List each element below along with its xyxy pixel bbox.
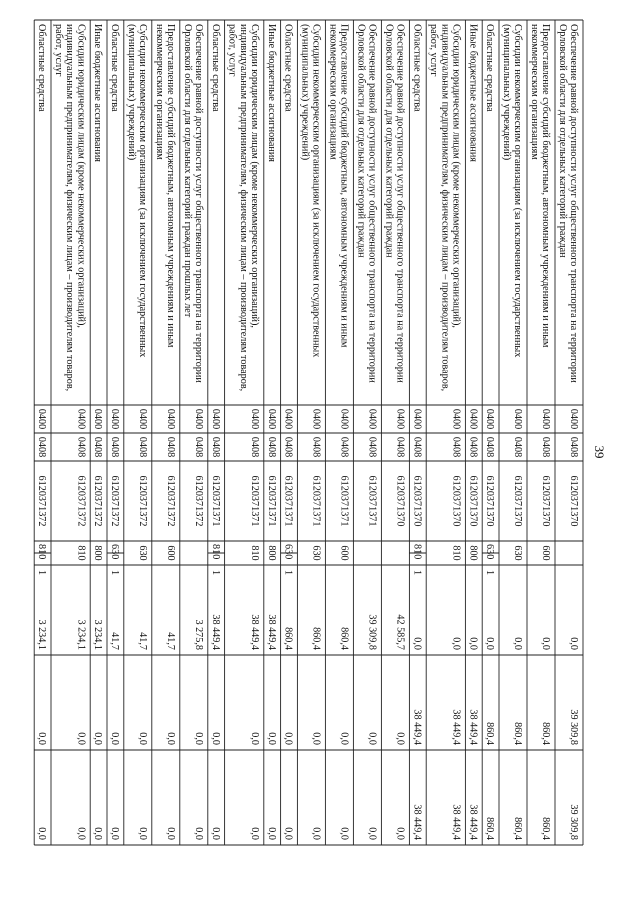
- subsection-code: 0408: [484, 436, 496, 458]
- amount-year-1: 3 234,1: [75, 619, 87, 650]
- row-name-line: Областные средства: [282, 24, 294, 112]
- amount-year-1: 41,7: [109, 632, 120, 650]
- subsection-code: 0408: [568, 436, 580, 458]
- target-code: 6120371370: [568, 475, 580, 527]
- amount-year-1: 0,0: [467, 637, 479, 650]
- section-code: 0400: [209, 408, 221, 430]
- table-row: [529, 24, 551, 840]
- amount-year-2: 860,4: [512, 722, 524, 745]
- table-row: [92, 24, 103, 840]
- row-name-line: Областные средства: [411, 24, 423, 112]
- amount-year-3: 0,0: [209, 827, 221, 840]
- subsection-code: 0408: [540, 436, 552, 458]
- row-name-line: Областные средства: [36, 24, 48, 112]
- row-name-line: некоммерческим организациям: [153, 24, 165, 160]
- row-name: [557, 24, 579, 383]
- subsection-code: 0408: [36, 436, 48, 458]
- expense-type-code: 810: [75, 545, 87, 561]
- amount-year-3: 0,0: [137, 827, 148, 840]
- row-name-line: Иные бюджетные ассигнования: [265, 24, 277, 162]
- section-code: 0400: [282, 408, 294, 430]
- source-sub-code: 1: [484, 570, 496, 576]
- amount-year-1: 0,0: [411, 637, 423, 650]
- amount-year-2: 38 449,4: [411, 709, 423, 745]
- row-name-line: Областные средства: [209, 24, 221, 112]
- row-name: [327, 24, 349, 348]
- amount-year-2: 860,4: [540, 722, 552, 745]
- section-code: 0400: [540, 408, 552, 430]
- row-name: [126, 24, 148, 357]
- row-name: [210, 24, 221, 112]
- page-number: 39: [592, 445, 608, 459]
- subsection-code: 0408: [310, 436, 322, 458]
- table-row: [227, 24, 260, 840]
- row-name-line: (муниципальных) учреждений): [501, 24, 512, 161]
- expense-type-code: 600: [338, 545, 350, 561]
- row-name: [92, 24, 103, 162]
- row-name-line: Предоставление субсидий бюджетным, автономным учреждениям и иным: [338, 24, 350, 348]
- section-code: 0400: [411, 408, 423, 430]
- table-row: [154, 24, 176, 840]
- subsection-code: 0408: [411, 436, 423, 458]
- expense-type-code: 630: [282, 544, 294, 560]
- row-name: [36, 24, 47, 112]
- row-name: [501, 24, 523, 357]
- amount-year-2: 0,0: [109, 732, 120, 745]
- expense-type-code: 800: [265, 545, 277, 561]
- amount-year-1: 860,4: [310, 627, 322, 650]
- section-code: 0400: [193, 408, 204, 430]
- expense-type-code: 630: [310, 545, 322, 561]
- target-code: 6120371372: [193, 475, 204, 527]
- row-name-line: Иные бюджетные ассигнования: [467, 24, 479, 162]
- table-row: [411, 24, 422, 840]
- amount-year-1: 38 449,4: [265, 614, 277, 650]
- amount-year-2: 0,0: [36, 732, 48, 745]
- target-code: 6120371371: [249, 475, 260, 527]
- table-row: [182, 24, 204, 840]
- amount-year-1: 41,7: [137, 632, 148, 650]
- amount-year-3: 0,0: [366, 827, 378, 840]
- row-name: [411, 24, 422, 112]
- amount-year-3: 0,0: [92, 827, 104, 840]
- table-row: [53, 24, 86, 840]
- amount-year-3: 0,0: [265, 827, 277, 840]
- amount-year-1: 41,7: [165, 632, 176, 650]
- table-row: [210, 24, 221, 840]
- amount-year-1: 3 234,1: [36, 619, 48, 650]
- section-code: 0400: [249, 408, 260, 430]
- amount-year-2: 38 449,4: [450, 709, 462, 745]
- table-row: [355, 24, 377, 840]
- row-name: [428, 24, 461, 391]
- amount-year-3: 38 449,4: [450, 804, 462, 840]
- amount-year-1: 3 275,8: [193, 619, 204, 650]
- expense-type-code: 810: [249, 545, 260, 561]
- amount-year-1: 0,0: [512, 637, 524, 650]
- subsection-code: 0408: [265, 436, 277, 458]
- table-row: [266, 24, 277, 840]
- source-sub-code: 1: [282, 570, 294, 576]
- target-code: 6120371370: [467, 475, 479, 527]
- amount-year-3: 0,0: [394, 827, 406, 840]
- amount-year-1: 3 234,1: [92, 619, 104, 650]
- source-sub-code: 1: [109, 570, 120, 576]
- amount-year-2: 0,0: [75, 732, 87, 745]
- row-name: [182, 24, 204, 383]
- subsection-code: 0408: [209, 436, 221, 458]
- amount-year-3: 0,0: [75, 827, 87, 840]
- target-code: 6120371370: [450, 475, 462, 527]
- section-code: 0400: [137, 408, 148, 430]
- table-row: [283, 24, 294, 840]
- amount-year-2: 38 449,4: [467, 709, 479, 745]
- target-code: 6120371370: [394, 475, 406, 527]
- source-sub-code: 1: [411, 570, 423, 576]
- table-row: [327, 24, 349, 840]
- section-code: 0400: [366, 408, 378, 430]
- amount-year-1: 0,0: [450, 637, 462, 650]
- subsection-code: 0408: [193, 436, 204, 458]
- row-name-line: некоммерческим организациям: [327, 24, 339, 160]
- row-name: [355, 24, 377, 383]
- amount-year-2: 0,0: [265, 732, 277, 745]
- amount-year-3: 0,0: [165, 827, 176, 840]
- expense-type-code: 800: [92, 545, 104, 561]
- amount-year-2: 0,0: [282, 732, 294, 745]
- target-code: 6120371372: [36, 475, 48, 527]
- row-name-line: Орловской области для отдельных категорий граждан прошлых лет: [181, 24, 193, 318]
- subsection-code: 0408: [75, 436, 87, 458]
- row-name-line: Субсидии юридическим лицам (кроме некоммерческих организаций),: [75, 24, 87, 328]
- section-code: 0400: [568, 408, 580, 430]
- amount-year-2: 0,0: [193, 732, 204, 745]
- row-name-line: Орловской области для отдельных категорий граждан: [557, 24, 568, 258]
- row-name-line: Обеспечение равной доступности услуг общественного транспорта на территории: [366, 24, 378, 383]
- subsection-code: 0408: [137, 436, 148, 458]
- section-code: 0400: [338, 408, 350, 430]
- subsection-code: 0408: [394, 436, 406, 458]
- amount-year-3: 38 449,4: [467, 804, 479, 840]
- row-name: [467, 24, 478, 162]
- section-code: 0400: [450, 408, 462, 430]
- section-code: 0400: [484, 408, 496, 430]
- table-row: [126, 24, 148, 840]
- row-name-line: Субсидии некоммерческим организациям (за исключением государственных: [137, 24, 148, 358]
- budget-table: [34, 20, 583, 845]
- amount-year-3: 0,0: [249, 827, 260, 840]
- row-name: [383, 24, 405, 383]
- row-name-line: Иные бюджетные ассигнования: [92, 24, 104, 162]
- section-code: 0400: [394, 408, 406, 430]
- expense-type-code: 810: [36, 544, 48, 560]
- section-code: 0400: [512, 408, 524, 430]
- section-code: 0400: [75, 408, 87, 430]
- amount-year-2: 0,0: [209, 732, 221, 745]
- amount-year-1: 0,0: [540, 637, 552, 650]
- amount-year-3: 0,0: [282, 827, 294, 840]
- subsection-code: 0408: [450, 436, 462, 458]
- target-code: 6120371370: [512, 475, 524, 527]
- amount-year-3: 860,4: [512, 817, 524, 840]
- row-name: [154, 24, 176, 348]
- subsection-code: 0408: [512, 436, 524, 458]
- amount-year-3: 860,4: [484, 817, 496, 840]
- amount-year-3: 0,0: [36, 827, 48, 840]
- row-name-line: индивидуальным предпринимателям, физическим лицам – производителям товаров,: [64, 24, 76, 392]
- row-name: [227, 24, 260, 391]
- amount-year-3: 860,4: [540, 817, 552, 840]
- target-code: 6120371371: [265, 475, 277, 527]
- target-code: 6120371370: [411, 475, 423, 527]
- target-code: 6120371371: [338, 475, 350, 527]
- subsection-code: 0408: [366, 436, 378, 458]
- target-code: 6120371370: [540, 475, 552, 527]
- expense-type-code: 600: [540, 545, 552, 561]
- subsection-code: 0408: [338, 436, 350, 458]
- row-name: [529, 24, 551, 348]
- row-name-line: (муниципальных) учреждений): [125, 24, 137, 161]
- table-row: [36, 24, 47, 840]
- subsection-code: 0408: [249, 436, 260, 458]
- section-code: 0400: [265, 408, 277, 430]
- row-name: [299, 24, 321, 357]
- row-name-line: индивидуальным предпринимателям, физическим лицам – производителям товаров,: [439, 24, 451, 392]
- row-name-line: Обеспечение равной доступности услуг общественного транспорта на территории: [193, 24, 204, 383]
- row-name-line: Предоставление субсидий бюджетным, автономным учреждениям и иным: [540, 24, 552, 348]
- section-code: 0400: [109, 408, 120, 430]
- row-name-line: Орловской области для отдельных категорий граждан: [383, 24, 395, 258]
- row-name-line: Орловской области для отдельных категорий граждан: [355, 24, 367, 258]
- section-code: 0400: [467, 408, 479, 430]
- row-name: [484, 24, 495, 112]
- table-row: [557, 24, 579, 840]
- amount-year-3: 38 449,4: [411, 804, 423, 840]
- row-name-line: работ, услуг: [428, 24, 440, 77]
- expense-type-code: 600: [165, 545, 176, 561]
- amount-year-3: 0,0: [310, 827, 322, 840]
- amount-year-3: 0,0: [109, 827, 120, 840]
- amount-year-2: 39 309,8: [568, 709, 580, 745]
- expense-type-code: 810: [411, 544, 423, 560]
- target-code: 6120371370: [484, 475, 496, 527]
- expense-type-code: 810: [450, 545, 462, 561]
- expense-type-code: 630: [484, 544, 496, 560]
- table-row: [484, 24, 495, 840]
- row-name-line: Предоставление субсидий бюджетным, автономным учреждениям и иным: [165, 24, 176, 348]
- amount-year-1: 0,0: [568, 637, 580, 650]
- amount-year-2: 0,0: [366, 732, 378, 745]
- row-name: [53, 24, 86, 391]
- table-row: [428, 24, 461, 840]
- target-code: 6120371371: [209, 475, 221, 527]
- row-name-line: Областные средства: [484, 24, 496, 112]
- subsection-code: 0408: [165, 436, 176, 458]
- target-code: 6120371372: [137, 475, 148, 527]
- amount-year-2: 0,0: [310, 732, 322, 745]
- amount-year-2: 0,0: [165, 732, 176, 745]
- source-sub-code: 1: [209, 570, 221, 576]
- amount-year-2: 0,0: [249, 732, 260, 745]
- subsection-code: 0408: [109, 436, 120, 458]
- subsection-code: 0408: [467, 436, 479, 458]
- amount-year-3: 39 309,8: [568, 804, 580, 840]
- target-code: 6120371372: [165, 475, 176, 527]
- target-code: 6120371371: [310, 475, 322, 527]
- row-name-line: работ, услуг: [53, 24, 64, 77]
- section-code: 0400: [36, 408, 48, 430]
- amount-year-1: 39 309,8: [366, 614, 378, 650]
- source-sub-code: 1: [36, 570, 48, 576]
- table-row: [467, 24, 478, 840]
- row-name-line: Субсидии некоммерческим организациям (за исключением государственных: [512, 24, 524, 358]
- table-row: [501, 24, 523, 840]
- row-name-line: (муниципальных) учреждений): [299, 24, 311, 161]
- amount-year-3: 0,0: [193, 827, 204, 840]
- row-name-line: Обеспечение равной доступности услуг общественного транспорта на территории: [568, 24, 580, 383]
- row-name: [266, 24, 277, 162]
- row-name-line: индивидуальным предпринимателям, физическим лицам – производителям товаров,: [237, 24, 249, 392]
- subsection-code: 0408: [92, 436, 104, 458]
- table-row: [383, 24, 405, 840]
- row-name-line: Обеспечение равной доступности услуг общественного транспорта на территории: [394, 24, 406, 383]
- target-code: 6120371372: [109, 475, 120, 527]
- expense-type-code: 800: [467, 545, 479, 561]
- table-row: [109, 24, 120, 840]
- row-name-line: Субсидии юридическим лицам (кроме некоммерческих организаций),: [450, 24, 462, 328]
- amount-year-1: 38 449,4: [209, 614, 221, 650]
- row-name-line: работ, услуг: [226, 24, 238, 77]
- target-code: 6120371372: [75, 475, 87, 527]
- section-code: 0400: [310, 408, 322, 430]
- row-name: [109, 24, 120, 112]
- row-name-line: некоммерческим организациям: [529, 24, 540, 160]
- target-code: 6120371371: [282, 475, 294, 527]
- amount-year-2: 0,0: [394, 732, 406, 745]
- section-code: 0400: [165, 408, 176, 430]
- expense-type-code: 630: [109, 544, 120, 560]
- amount-year-2: 0,0: [338, 732, 350, 745]
- target-code: 6120371372: [92, 475, 104, 527]
- amount-year-2: 0,0: [137, 732, 148, 745]
- section-code: 0400: [92, 408, 104, 430]
- amount-year-1: 0,0: [484, 637, 496, 650]
- amount-year-2: 0,0: [92, 732, 104, 745]
- amount-year-1: 860,4: [282, 627, 294, 650]
- row-name-line: Областные средства: [109, 24, 120, 112]
- row-name: [283, 24, 294, 112]
- expense-type-code: 630: [137, 545, 148, 561]
- amount-year-3: 0,0: [338, 827, 350, 840]
- amount-year-2: 860,4: [484, 722, 496, 745]
- amount-year-1: 860,4: [338, 627, 350, 650]
- amount-year-1: 38 449,4: [249, 614, 260, 650]
- target-code: 6120371371: [366, 475, 378, 527]
- row-name-line: Субсидии юридическим лицам (кроме некоммерческих организаций),: [249, 24, 260, 328]
- amount-year-1: 42 585,7: [394, 614, 406, 650]
- table-row: [299, 24, 321, 840]
- row-name-line: Субсидии некоммерческим организациям (за исключением государственных: [310, 24, 322, 358]
- expense-type-code: 630: [512, 545, 524, 561]
- expense-type-code: 810: [209, 544, 221, 560]
- subsection-code: 0408: [282, 436, 294, 458]
